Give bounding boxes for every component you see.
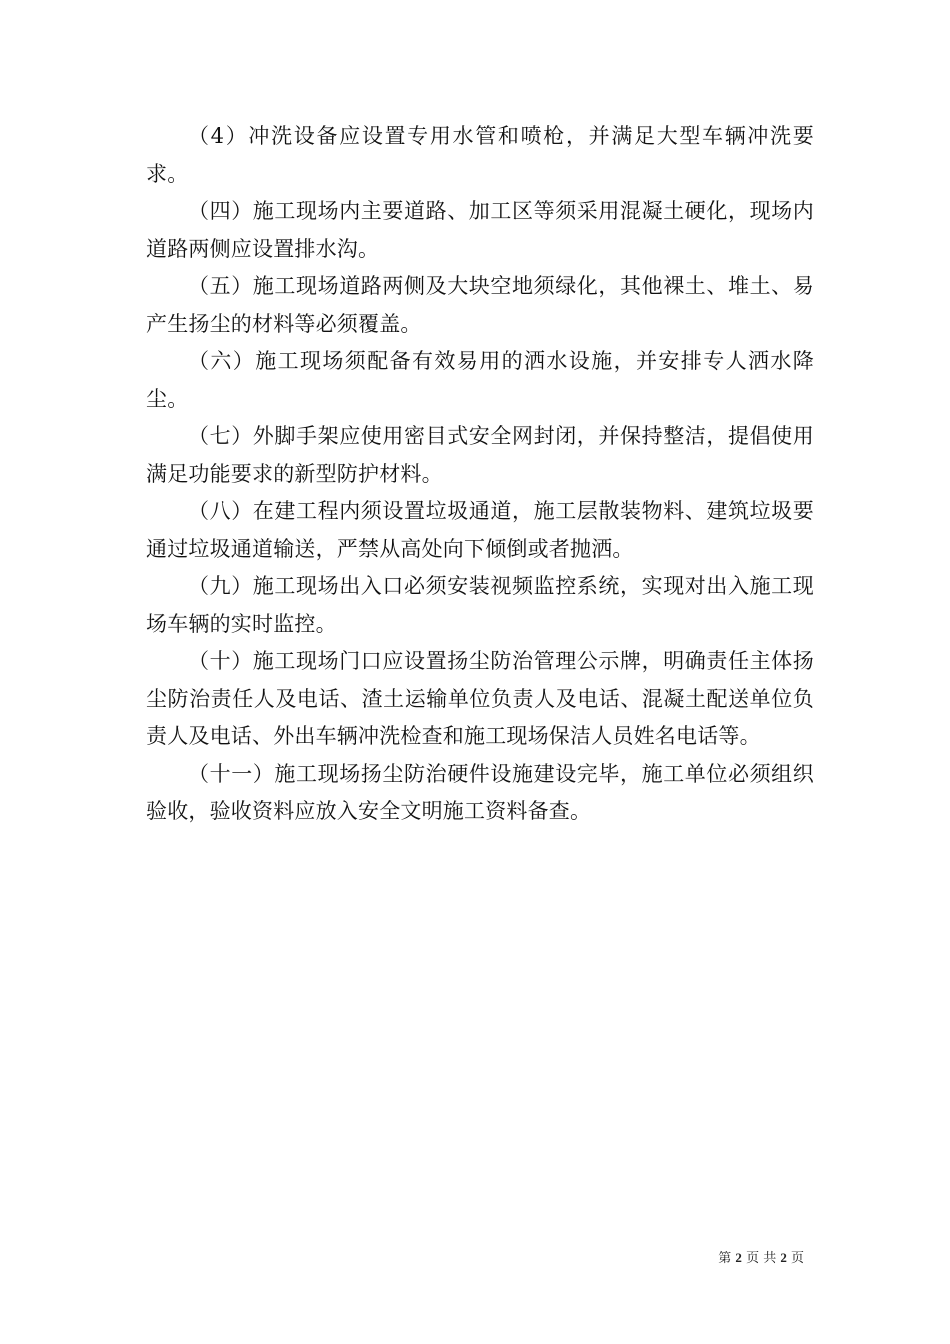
paragraph-garbage-chute: （八）在建工程内须设置垃圾通道，施工层散装物料、建筑垃圾要通过垃圾通道输送，严禁从高处向下倾倒或者抛洒。	[146, 499, 814, 561]
footer-suffix: 页	[790, 1251, 804, 1266]
footer-current-page: 2	[735, 1250, 742, 1265]
paragraph-flushing-equipment: （4）冲洗设备应设置专用水管和喷枪，并满足大型车辆冲洗要求。	[146, 124, 814, 186]
paragraph-acceptance: （十一）施工现场扬尘防治硬件设施建设完毕，施工单位必须组织验收，验收资料应放入安全文明施工资料备查。	[146, 761, 814, 823]
paragraph-scaffold-net: （七）外脚手架应使用密目式安全网封闭，并保持整洁，提倡使用满足功能要求的新型防护材料。	[146, 424, 814, 486]
footer-prefix: 第	[718, 1251, 732, 1266]
paragraph-notice-board: （十）施工现场门口应设置扬尘防治管理公示牌，明确责任主体扬尘防治责任人及电话、渣土运输单位负责人及电话、混凝土配送单位负责人及电话、外出车辆冲洗检查和施工现场保洁人员姓名电话等。	[146, 649, 814, 748]
paragraph-greening-covering: （五）施工现场道路两侧及大块空地须绿化，其他裸土、堆土、易产生扬尘的材料等必须覆盖。	[146, 274, 814, 336]
footer-total-pages: 2	[780, 1250, 787, 1265]
footer-middle: 页 共	[746, 1251, 777, 1266]
paragraph-sprinkling: （六）施工现场须配备有效易用的洒水设施，并安排专人洒水降尘。	[146, 349, 814, 411]
paragraph-video-monitoring: （九）施工现场出入口必须安装视频监控系统，实现对出入施工现场车辆的实时监控。	[146, 574, 814, 636]
page-number-footer	[718, 1250, 804, 1267]
document-body	[146, 118, 814, 831]
paragraph-road-hardening: （四）施工现场内主要道路、加工区等须采用混凝土硬化，现场内道路两侧应设置排水沟。	[146, 199, 814, 261]
